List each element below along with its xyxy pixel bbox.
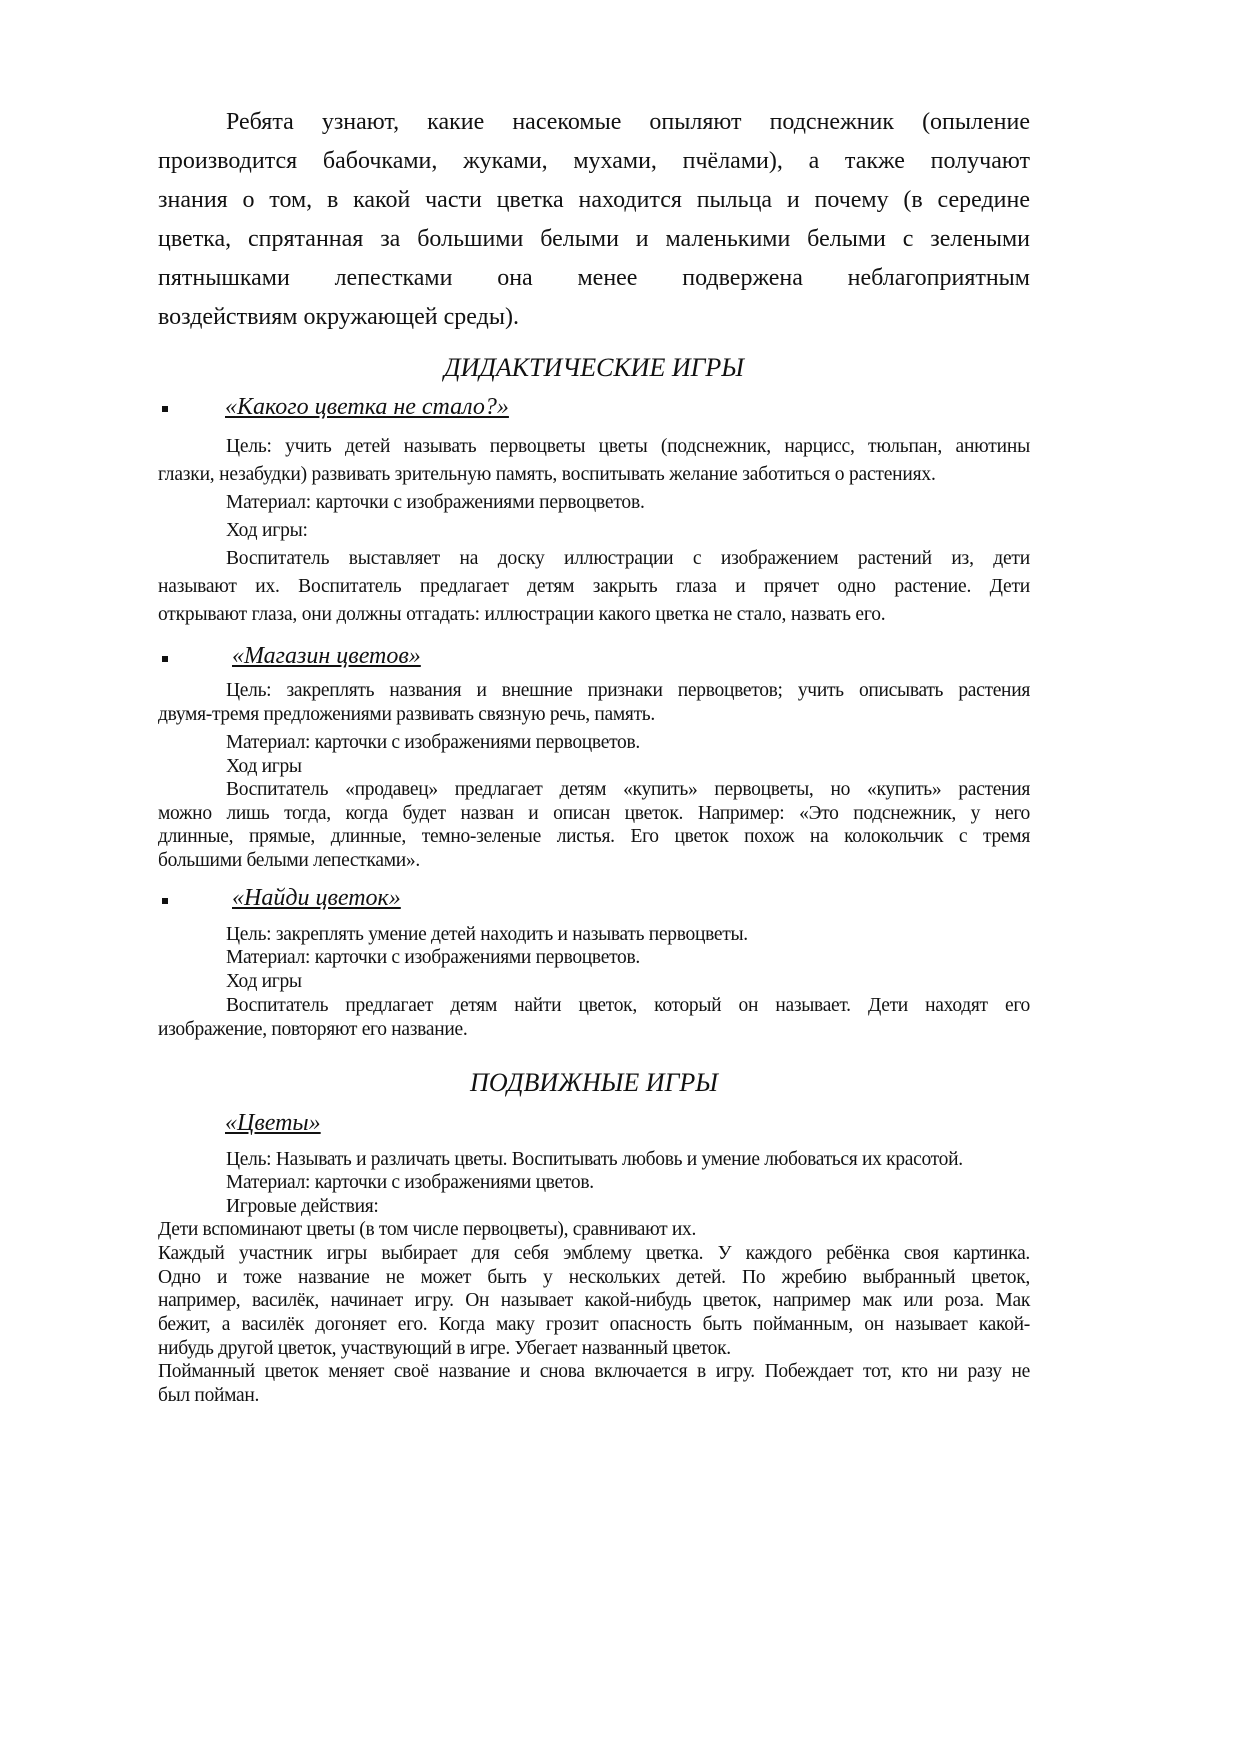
game-title: «Магазин цветов» [232, 643, 421, 669]
text-line: Пойманный цветок меняет своё название и снова включается в игру. Побеждает тот, кто ни разу не [158, 1361, 1030, 1382]
game-material [158, 489, 1030, 517]
intro-paragraph [158, 103, 1030, 337]
text-line: Материал: карточки с изображениями первоцветов. [226, 492, 645, 513]
text-line: Каждый участник игры выбирает для себя эмблему цветка. У каждого ребёнка своя картинка. [158, 1243, 1030, 1264]
text-line: большими белыми лепестками». [158, 850, 420, 872]
bullet-icon [162, 898, 168, 904]
text-line: Ход игры: [226, 520, 308, 541]
bullet-icon [162, 406, 168, 412]
text-line: Одно и тоже название не может быть у нескольких детей. По жребию выбранный цветок, [158, 1266, 1030, 1288]
game-title: «Цветы» [225, 1110, 321, 1136]
text-line: нибудь другой цветок, участвующий в игре. Убегает названный цветок. [158, 1337, 731, 1359]
game-goal [158, 923, 1030, 947]
game-course-label [158, 755, 1030, 779]
bullet-icon [162, 656, 168, 662]
text-line: пятнышками лепестками она менее подвержена неблагоприятным [158, 265, 1030, 291]
game-course-label [158, 517, 1030, 545]
game-description [158, 994, 1030, 1041]
text-line: Цель: Называть и различать цветы. Воспитывать любовь и умение любоваться их красотой. [226, 1149, 963, 1170]
game-paragraph [158, 1360, 1030, 1407]
text-line: Дети вспоминают цветы (в том числе первоцветы), сравнивают их. [158, 1219, 697, 1240]
text-line: бежит, а василёк догоняет его. Когда маку грозит опасность быть пойманным, он называет какой- [158, 1314, 1030, 1336]
section-heading-active: ПОДВИЖНЫЕ ИГРЫ [470, 1068, 718, 1097]
game-material [158, 731, 1030, 755]
game-description [158, 778, 1030, 873]
text-line: называют их. Воспитатель предлагает детям закрыть глаза и прячет одно растение. Дети [158, 576, 1030, 597]
game-paragraph [158, 1218, 1030, 1242]
game-goal [158, 679, 1030, 726]
text-line: Воспитатель предлагает детям найти цветок, который он называет. Дети находят его [226, 995, 1030, 1016]
text-line: изображение, повторяют его название. [158, 1018, 468, 1040]
text-line: Цель: закреплять умение детей находить и называть первоцветы. [226, 924, 748, 945]
game-title: «Найди цветок» [232, 885, 401, 911]
game-material [158, 1171, 1030, 1195]
section-heading-didactic: ДИДАКТИЧЕСКИЕ ИГРЫ [444, 353, 744, 382]
text-line: производится бабочками, жуками, мухами, пчёлами), а также получают [158, 148, 1030, 174]
text-line: Материал: карточки с изображениями первоцветов. [226, 947, 640, 968]
game-material [158, 946, 1030, 970]
text-line: знания о том, в какой части цветка находится пыльца и почему (в середине [158, 187, 1030, 213]
text-line: Игровые действия: [226, 1196, 379, 1217]
game-actions-label [158, 1195, 1030, 1219]
game-course-label [158, 970, 1030, 994]
text-line: Материал: карточки с изображениями цветов. [226, 1172, 594, 1193]
text-line: открывают глаза, они должны отгадать: иллюстрации какого цветка не стало, назвать его. [158, 604, 886, 625]
game-goal [158, 1148, 1030, 1172]
text-line: двумя-тремя предложениями развивать связную речь, память. [158, 703, 655, 725]
text-line: цветка, спрятанная за большими белыми и маленькими белыми с зелеными [158, 226, 1030, 252]
text-line: Ход игры [226, 756, 302, 777]
game-title: «Какого цветка не стало?» [225, 394, 509, 420]
text-line: Материал: карточки с изображениями первоцветов. [226, 732, 640, 753]
text-line: Воспитатель выставляет на доску иллюстрации с изображением растений из, дети [226, 548, 1030, 569]
text-line: длинные, прямые, длинные, темно-зеленые листья. Его цветок похож на колокольчик с тремя [158, 826, 1030, 848]
text-line: Ребята узнают, какие насекомые опыляют подснежник (опыление [226, 109, 1030, 135]
game-paragraph [158, 1242, 1030, 1361]
game-goal [158, 433, 1030, 489]
text-line: глазки, незабудки) развивать зрительную память, воспитывать желание заботиться о растениях. [158, 464, 936, 485]
text-line: Воспитатель «продавец» предлагает детям «купить» первоцветы, но «купить» растения [226, 779, 1030, 800]
text-line: можно лишь тогда, когда будет назван и описан цветок. Например: «Это подснежник, у него [158, 802, 1030, 824]
game-description [158, 545, 1030, 629]
text-line: например, василёк, начинает игру. Он называет какой-нибудь цветок, например мак или роза. Мак [158, 1290, 1030, 1312]
text-line: воздействиям окружающей среды). [158, 304, 519, 330]
text-line: Цель: закреплять названия и внешние признаки первоцветов; учить описывать растения [226, 680, 1030, 701]
text-line: был пойман. [158, 1384, 260, 1406]
text-line: Ход игры [226, 971, 302, 992]
text-line: Цель: учить детей называть первоцветы цветы (подснежник, нарцисс, тюльпан, анютины [226, 436, 1030, 457]
